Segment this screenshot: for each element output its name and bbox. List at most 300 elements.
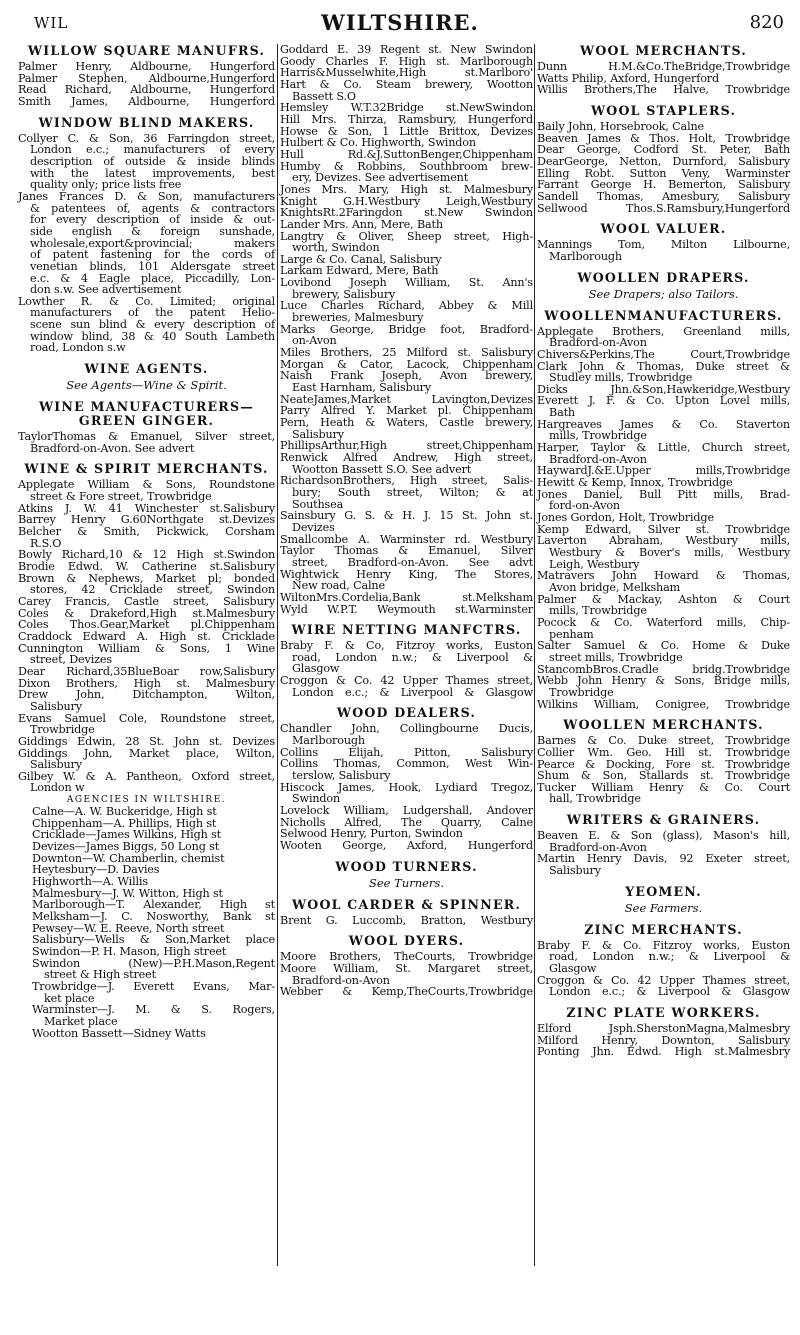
entry-line: Wootton Bassett S.O. See advert xyxy=(292,462,472,476)
entry-line: Hill Mrs. Thirza, Ramsbury, Hungerford xyxy=(280,112,533,126)
entry-line: Applegate William & Sons, Roundstone xyxy=(18,478,275,492)
section-heading xyxy=(280,898,533,912)
entry-line: Bradford-on-Avon xyxy=(549,840,647,854)
running-head-abbrev: WIL xyxy=(34,14,69,32)
directory-entry xyxy=(18,631,275,643)
entry-line: Hart & Co. Steam brewery, Wootton xyxy=(280,77,533,91)
section-heading xyxy=(18,362,275,376)
directory-entry xyxy=(280,840,533,852)
directory-entry xyxy=(18,61,275,73)
entry-line: for every description of inside & out- xyxy=(30,213,275,227)
entry-line: quality only; price lists free xyxy=(30,178,182,192)
directory-entry xyxy=(18,526,275,549)
section-heading xyxy=(18,44,275,58)
entry-line: Trowbridge—J. Everett Evans, Mar- xyxy=(32,979,275,993)
cross-reference xyxy=(280,877,533,890)
entry-line: Collins Elijah, Pitton, Salisbury xyxy=(280,745,533,759)
heading-line: WOOL DYERS. xyxy=(348,933,465,949)
directory-column-1 xyxy=(18,44,275,1039)
entry-line: hall, Trowbridge xyxy=(549,792,641,806)
heading-line: ZINC MERCHANTS. xyxy=(584,921,743,937)
section-heading xyxy=(537,1006,790,1020)
entry-line: Palmer & Mackay, Ashton & Court xyxy=(537,592,790,606)
entry-line: worth, Swindon xyxy=(292,241,380,255)
directory-entry xyxy=(537,489,790,512)
section-heading xyxy=(537,271,790,285)
directory-entry xyxy=(280,915,533,927)
entry-line: Hemsley W.T.32Bridge st.NewSwindon xyxy=(280,101,533,115)
entry-line: Glasgow xyxy=(549,962,597,976)
directory-entry xyxy=(280,805,533,817)
entry-line: Clark John & Thomas, Duke street & xyxy=(537,359,790,373)
entry-line: wholesale,export&provincial; makers xyxy=(30,236,275,250)
entry-line: Hiscock James, Hook, Lydiard Tregoz, xyxy=(280,780,533,794)
directory-entry xyxy=(280,475,533,510)
entry-line: Milford Henry, Downton, Salisbury xyxy=(537,1033,790,1047)
directory-entry xyxy=(18,479,275,502)
entry-line: Taylor Thomas & Emanuel, Silver xyxy=(280,544,533,558)
entry-line: Webb John Henry & Sons, Bridge mills, xyxy=(537,674,790,688)
entry-line: PhillipsArthur,High street,Chippenham xyxy=(280,439,533,453)
directory-entry xyxy=(280,675,533,698)
directory-entry xyxy=(280,417,533,440)
directory-entry xyxy=(280,510,533,533)
entry-line: StancombBros.Cradle bridg.Trowbridge xyxy=(537,662,790,676)
entry-line: Swindon xyxy=(292,792,341,806)
entry-line: Southsea xyxy=(292,497,344,511)
entry-line: ery, Devizes. See advertisement xyxy=(292,171,469,185)
entry-line: Lowther R. & Co. Limited; original xyxy=(18,294,275,308)
entry-line: Warminster—J. M. & S. Rogers, xyxy=(32,1003,275,1017)
entry-line: Cunnington William & Sons, 1 Wine xyxy=(18,641,275,655)
agency-entry xyxy=(18,981,275,1004)
directory-entry xyxy=(280,324,533,347)
entry-line: street, Devizes xyxy=(30,653,112,667)
section-heading xyxy=(537,923,790,937)
directory-entry xyxy=(537,782,790,805)
directory-entry xyxy=(537,442,790,465)
entry-line: Devizes xyxy=(292,520,335,534)
entry-line: of patent fastening for the cords of xyxy=(30,248,275,262)
entry-line: bury; South street, Wilton; & at xyxy=(292,485,533,499)
entry-line: Cricklade—James Wilkins, High st xyxy=(32,828,221,842)
entry-line: HaywardJ.&E.Upper mills,Trowbridge xyxy=(537,464,790,478)
directory-entry xyxy=(537,747,790,759)
entry-line: Belcher & Smith, Pickwick, Corsham xyxy=(18,525,275,539)
entry-line: terslow, Salisbury xyxy=(292,769,391,783)
entry-line: Elling Robt. Sutton Veny, Warminster xyxy=(537,166,790,180)
directory-entry xyxy=(537,156,790,168)
entry-line: Janes Frances D. & Son, manufacturers xyxy=(18,189,275,203)
directory-entry xyxy=(537,1023,790,1035)
heading-line: WOOL MERCHANTS. xyxy=(580,43,747,58)
entry-line: Martin Henry Davis, 92 Exeter street, xyxy=(537,852,790,866)
directory-entry xyxy=(280,640,533,675)
heading-line: WINE & SPIRIT MERCHANTS. xyxy=(24,461,269,477)
entry-line: Dixon Brothers, High st. Malmesbury xyxy=(18,676,275,690)
directory-entry xyxy=(280,184,533,196)
entry-line: brewery, Salisbury xyxy=(292,287,396,301)
cross-reference xyxy=(537,288,790,301)
section-heading xyxy=(280,934,533,948)
entry-line: street & Fore street, Trowbridge xyxy=(30,490,212,504)
entry-line: Pern, Heath & Waters, Castle brewery, xyxy=(280,416,533,429)
entry-line: Renwick Alfred Andrew, High street, xyxy=(280,450,533,464)
entry-line: Giddings Edwin, 28 St. John st. Devizes xyxy=(18,734,275,748)
entry-line: Barrey Henry G.60Northgate st.Devizes xyxy=(18,513,275,527)
heading-line: WOOD DEALERS. xyxy=(336,705,477,721)
section-heading xyxy=(18,462,275,476)
entry-line: See Agents—Wine & Spirit. xyxy=(66,378,227,393)
entry-line: Chandler John, Collingbourne Ducis, xyxy=(280,722,533,736)
directory-entry xyxy=(18,596,275,608)
section-heading xyxy=(537,104,790,118)
directory-entry xyxy=(537,1046,790,1058)
directory-entry xyxy=(280,986,533,998)
directory-column-2 xyxy=(280,44,533,998)
entry-line: Marlborough—T. Alexander, High st xyxy=(32,898,275,912)
entry-line: NeateJames,Market Lavington,Devizes xyxy=(280,392,533,406)
entry-line: Wooten George, Axford, Hungerford xyxy=(280,839,533,852)
entry-line: road, London n.w.; & Liverpool & xyxy=(549,950,790,964)
directory-entry xyxy=(537,326,790,349)
entry-line: Salisbury xyxy=(30,758,82,772)
directory-entry xyxy=(18,431,275,454)
entry-line: Bradford-on-Avon. See advert xyxy=(30,441,195,455)
entry-line: Salisbury xyxy=(292,427,344,441)
entry-line: Marlborough xyxy=(549,249,622,263)
entry-line: Wootton Bassett—Sidney Watts xyxy=(32,1026,206,1040)
entry-line: Jones Daniel, Bull Pitt mills, Brad- xyxy=(537,487,790,501)
entry-line: Dear Richard,35BlueBoar row,Salisbury xyxy=(18,664,275,678)
entry-line: Salisbury xyxy=(549,864,601,878)
entry-line: stores, 42 Cricklade street, Swindon xyxy=(30,583,275,597)
directory-entry xyxy=(280,277,533,300)
directory-entry xyxy=(537,830,790,853)
directory-entry xyxy=(537,594,790,617)
heading-line: WOOLLEN DRAPERS. xyxy=(577,269,750,285)
entry-line: Baily John, Horsebrook, Calne xyxy=(537,119,705,133)
entry-line: Bath xyxy=(549,406,575,420)
entry-line: Parry Alfred Y. Market pl. Chippenham xyxy=(280,404,533,418)
agency-entry xyxy=(18,946,275,958)
entry-line: scene sun blind & every description of xyxy=(30,318,275,332)
directory-entry xyxy=(280,452,533,475)
entry-line: Lander Mrs. Ann, Mere, Bath xyxy=(280,217,443,231)
entry-line: Hargreaves James & Co. Staverton xyxy=(537,417,790,431)
entry-line: Moore William, St. Margaret street, xyxy=(280,961,533,975)
entry-line: Malmesbury—J. W. Witton, High st xyxy=(32,886,223,900)
directory-column-3 xyxy=(537,44,790,1058)
directory-entry xyxy=(18,296,275,354)
entry-line: Lovibond Joseph William, St. Ann's xyxy=(280,276,533,290)
entry-line: Downton—W. Chamberlin, chemist xyxy=(32,851,225,865)
heading-line: WIRE NETTING MANFCTRS. xyxy=(291,622,522,638)
entry-line: Salisbury—Wells & Son,Market place xyxy=(32,933,275,947)
entry-line: Smith James, Aldbourne, Hungerford xyxy=(18,94,275,108)
heading-line: WOOLLEN MERCHANTS. xyxy=(563,717,764,733)
entry-line: Sandell Thomas, Amesbury, Salisbury xyxy=(537,189,790,203)
heading-line: WILLOW SQUARE MANUFRS. xyxy=(27,43,266,58)
entry-line: Salter Samuel & Co. Home & Duke xyxy=(537,639,790,653)
entry-line: with the latest improvements, best xyxy=(30,166,275,180)
directory-entry xyxy=(280,963,533,986)
entry-line: Shum & Son, Stallards st. Trowbridge xyxy=(537,769,790,783)
entry-line: Pewsey—W. E. Reeve, North street xyxy=(32,921,225,935)
entry-line: Howse & Son, 1 Little Brittox, Devizes xyxy=(280,124,533,138)
directory-entry xyxy=(280,604,533,616)
entry-line: Sellwood Thos.S.Ramsbury,Hungerford xyxy=(537,201,790,215)
entry-line: Highworth—A. Willis xyxy=(32,875,148,889)
heading-line: WINDOW BLIND MAKERS. xyxy=(38,114,255,130)
section-heading xyxy=(18,400,275,428)
directory-entry xyxy=(280,161,533,184)
entry-line: breweries, Malmesbury xyxy=(292,311,424,325)
entry-line: Bowly Richard,10 & 12 High st.Swindon xyxy=(18,548,275,562)
entry-line: Evans Samuel Cole, Roundstone street, xyxy=(18,711,275,725)
directory-entry xyxy=(280,114,533,126)
entry-line: Braby F. & Co, Fitzroy works, Euston xyxy=(280,639,533,653)
entry-line: Pocock & Co. Waterford mills, Chip- xyxy=(537,615,790,629)
entry-line: See Drapers; also Tailors. xyxy=(588,286,739,301)
entry-line: WiltonMrs.Cordelia,Bank st.Melksham xyxy=(280,590,533,604)
entry-line: Knight G.H.Westbury Leigh,Westbury xyxy=(280,194,533,208)
entry-line: TaylorThomas & Emanuel, Silver street, xyxy=(18,430,275,444)
directory-entry xyxy=(18,748,275,771)
entry-line: Morgan & Cator, Lacock, Chippenham xyxy=(280,357,533,371)
entry-line: Gilbey W. & A. Pantheon, Oxford street, xyxy=(18,769,275,783)
heading-line: WINE AGENTS. xyxy=(84,361,209,377)
entry-line: Melksham—J. C. Nosworthy, Bank st xyxy=(32,910,275,924)
entry-line: Moore Brothers, TheCourts, Trowbridge xyxy=(280,950,533,964)
entry-line: street mills, Trowbridge xyxy=(549,650,683,664)
entry-line: road, London s.w xyxy=(30,341,126,355)
entry-line: Barnes & Co. Duke street, Trowbridge xyxy=(537,734,790,748)
directory-entry xyxy=(537,84,790,96)
heading-line: WOOD TURNERS. xyxy=(335,858,478,874)
entry-line: Harper, Taylor & Little, Church street, xyxy=(537,441,790,455)
directory-entry xyxy=(537,640,790,663)
entry-line: on-Avon xyxy=(292,334,337,348)
entry-line: Webber & Kemp,TheCourts,Trowbridge xyxy=(280,985,533,999)
entry-line: Humby & Robbins, Southbroom brew- xyxy=(280,159,533,173)
entry-line: don s.w. See advertisement xyxy=(30,283,182,297)
entry-line: Wyld W.P.T. Weymouth st.Warminster xyxy=(280,602,533,616)
section-heading xyxy=(537,309,790,323)
entry-line: Collins Thomas, Common, West Win- xyxy=(280,757,533,771)
entry-line: window blind, 38 & 40 South Lambeth xyxy=(30,329,275,343)
entry-line: Craddock Edward A. High st. Cricklade xyxy=(18,629,275,643)
entry-line: Hewitt & Kemp, Innox, Trowbridge xyxy=(537,476,733,490)
directory-entry xyxy=(280,149,533,161)
entry-line: Tucker William Henry & Co. Court xyxy=(537,780,790,794)
entry-line: Bassett S.O xyxy=(292,89,356,103)
entry-line: Goody Charles F. High st. Marlborough xyxy=(280,54,533,68)
entry-line: Miles Brothers, 25 Milford st. Salisbury xyxy=(280,346,533,360)
directory-entry xyxy=(537,477,790,489)
entry-line: New road, Calne xyxy=(292,579,385,593)
entry-line: Hull Rd.&J.SuttonBenger,Chippenham xyxy=(280,147,533,161)
directory-entry xyxy=(18,689,275,712)
agency-entry xyxy=(18,876,275,888)
heading-line: WOOL STAPLERS. xyxy=(590,102,737,118)
entry-line: Carey Francis, Castle street, Salisbury xyxy=(18,594,275,608)
entry-line: Laverton Abraham, Westbury mills, xyxy=(537,534,790,548)
entry-line: London e.c.; & Liverpool & Glasgow xyxy=(292,685,533,699)
entry-line: London e.c.; manufacturers of every xyxy=(30,143,275,157)
directory-entry xyxy=(537,419,790,442)
entry-line: Giddings John, Market place, Wilton, xyxy=(18,746,275,760)
entry-line: Read Richard, Aldbourne, Hungerford xyxy=(18,83,275,97)
directory-entry xyxy=(18,561,275,573)
entry-line: Coles Thos.Gear,Market pl.Chippenham xyxy=(18,618,275,632)
entry-line: mills, Trowbridge xyxy=(549,429,647,443)
heading-line: AGENCIES IN WILTSHIRE. xyxy=(66,795,227,806)
entry-line: Nicholls Alfred, The Quarry, Calne xyxy=(280,815,533,829)
entry-line: Matravers John Howard & Thomas, xyxy=(537,569,790,583)
directory-entry xyxy=(537,512,790,524)
directory-entry xyxy=(18,736,275,748)
directory-entry xyxy=(18,666,275,678)
entry-line: Trowbridge xyxy=(30,723,95,737)
column-divider xyxy=(534,44,535,1266)
directory-entry xyxy=(18,713,275,736)
heading-line: WINE MANUFACTURERS— xyxy=(38,399,255,415)
directory-entry xyxy=(537,699,790,711)
entry-line: Marlborough xyxy=(292,734,365,748)
entry-line: Palmer Stephen, Aldbourne,Hungerford xyxy=(18,71,275,85)
directory-entry xyxy=(537,535,790,570)
heading-line: WRITERS & GRAINERS. xyxy=(566,812,761,828)
cross-reference xyxy=(537,902,790,915)
directory-entry xyxy=(537,853,790,876)
entry-line: Goddard E. 39 Regent st. New Swindon xyxy=(280,43,533,56)
entry-line: Selwood Henry, Purton, Swindon xyxy=(280,827,463,841)
entry-line: R.S.O xyxy=(30,536,62,550)
entry-line: Marks George, Bridge foot, Bradford- xyxy=(280,322,533,336)
entry-line: Atkins J. W. 41 Winchester st.Salisbury xyxy=(18,501,275,515)
entry-line: Market place xyxy=(44,1014,118,1028)
entry-line: Luce Charles Richard, Abbey & Mill xyxy=(280,299,533,313)
entry-line: Chippenham—A. Phillips, High st xyxy=(32,816,217,830)
agency-entry xyxy=(18,841,275,853)
entry-line: Naish Frank Joseph, Avon brewery, xyxy=(280,369,533,383)
directory-entry xyxy=(18,573,275,596)
directory-entry xyxy=(280,545,533,568)
entry-line: penham xyxy=(549,627,594,641)
entry-line: Larkam Edward, Mere, Bath xyxy=(280,264,439,278)
directory-entry xyxy=(537,975,790,998)
directory-entry xyxy=(280,370,533,393)
entry-line: Kemp Edward, Silver st. Trowbridge xyxy=(537,522,790,536)
directory-entry xyxy=(537,61,790,73)
heading-line: GREEN GINGER. xyxy=(78,413,215,429)
entry-line: Bradford-on-Avon xyxy=(549,336,647,350)
entry-line: Pearce & Docking, Fore st. Trowbridge xyxy=(537,757,790,771)
heading-line: WOOLLENMANUFACTURERS. xyxy=(544,307,783,323)
agency-entry xyxy=(18,911,275,923)
entry-line: Croggon & Co. 42 Upper Thames street, xyxy=(537,973,790,987)
directory-entry xyxy=(18,643,275,666)
directory-entry xyxy=(537,361,790,384)
entry-line: Chivers&Perkins,The Court,Trowbridge xyxy=(537,347,790,361)
entry-line: ket place xyxy=(44,991,95,1005)
entry-line: & patentees of, agents & contractors xyxy=(30,201,275,215)
directory-entry xyxy=(18,96,275,108)
directory-entry xyxy=(280,723,533,746)
page-title: WILTSHIRE. xyxy=(321,10,479,35)
section-heading xyxy=(280,623,533,637)
directory-entry xyxy=(280,569,533,592)
entry-line: Westbury & Bover's mills, Westbury xyxy=(549,546,790,559)
entry-line: London e.c.; & Liverpool & Glasgow xyxy=(549,985,790,999)
directory-entry xyxy=(18,133,275,191)
entry-line: See Farmers. xyxy=(624,900,703,915)
directory-entry xyxy=(537,191,790,203)
directory-entry xyxy=(537,395,790,418)
section-heading xyxy=(537,222,790,236)
entry-line: Dicks Jhn.&Son,Hawkeridge,Westbury xyxy=(537,382,790,396)
entry-line: Everett J. F. & Co. Upton Lovel mills, xyxy=(537,394,790,408)
entry-line: Wightwick Henry King, The Stores, xyxy=(280,567,533,581)
entry-line: Croggon & Co. 42 Upper Thames street, xyxy=(280,674,533,688)
directory-entry xyxy=(537,349,790,361)
entry-line: Dunn H.M.&Co.TheBridge,Trowbridge xyxy=(537,60,790,73)
entry-line: Coles & Drakeford,High st.Malmesbury xyxy=(18,606,275,620)
entry-line: London w xyxy=(30,781,85,795)
directory-entry xyxy=(537,239,790,262)
entry-line: KnightsRt.2Faringdon st.New Swindon xyxy=(280,206,533,220)
entry-line: Jones Mrs. Mary, High st. Malmesbury xyxy=(280,182,533,196)
directory-entry xyxy=(280,231,533,254)
entry-line: ford-on-Avon xyxy=(549,499,620,513)
section-heading xyxy=(537,718,790,732)
section-heading xyxy=(280,706,533,720)
section-heading xyxy=(537,885,790,899)
entry-line: Brent G. Luccomb, Bratton, Westbury xyxy=(280,913,533,927)
section-heading xyxy=(537,813,790,827)
entry-line: description of outside & inside blinds xyxy=(30,154,275,168)
entry-line: Sainsbury G. S. & H. J. 15 St. John st. xyxy=(280,509,533,523)
entry-line: mills, Trowbridge xyxy=(549,604,647,618)
page-header xyxy=(0,8,800,36)
entry-line: Beaven James & Thos. Holt, Trowbridge xyxy=(537,131,790,145)
agency-entry xyxy=(18,1028,275,1040)
directory-entry xyxy=(280,219,533,231)
entry-line: Swindon (New)—P.H.Mason,Regent xyxy=(32,956,275,970)
entry-line: Watts Philip, Axford, Hungerford xyxy=(537,71,719,85)
entry-line: manufacturers of the patent Helio- xyxy=(30,306,275,320)
entry-line: Applegate Brothers, Greenland mills, xyxy=(537,324,790,338)
agency-entry xyxy=(18,958,275,981)
agency-entry xyxy=(18,1004,275,1027)
entry-line: RichardsonBrothers, High street, Salis- xyxy=(280,474,533,488)
entry-line: Mannings Tom, Milton Lilbourne, xyxy=(537,238,790,252)
entry-line: Bradford-on-Avon xyxy=(549,452,647,466)
entry-line: Salisbury xyxy=(30,699,82,713)
directory-entry xyxy=(280,592,533,604)
entry-line: Brodie Edwd. W. Catherine st.Salisbury xyxy=(18,560,275,573)
directory-entry xyxy=(537,121,790,133)
entry-line: Hulbert & Co. Highworth, Swindon xyxy=(280,136,476,150)
directory-entry xyxy=(537,940,790,975)
entry-line: e.c. & 4 Eagle place, Piccadilly, Lon- xyxy=(30,271,275,285)
entry-line: Collier Wm. Geo. Hill st. Trowbridge xyxy=(537,745,790,759)
directory-entry xyxy=(18,191,275,296)
entry-line: Wilkins William, Conigree, Trowbridge xyxy=(537,697,790,711)
directory-entry xyxy=(280,44,533,56)
entry-line: Willis Brothers,The Halve, Trowbridge xyxy=(537,83,790,97)
